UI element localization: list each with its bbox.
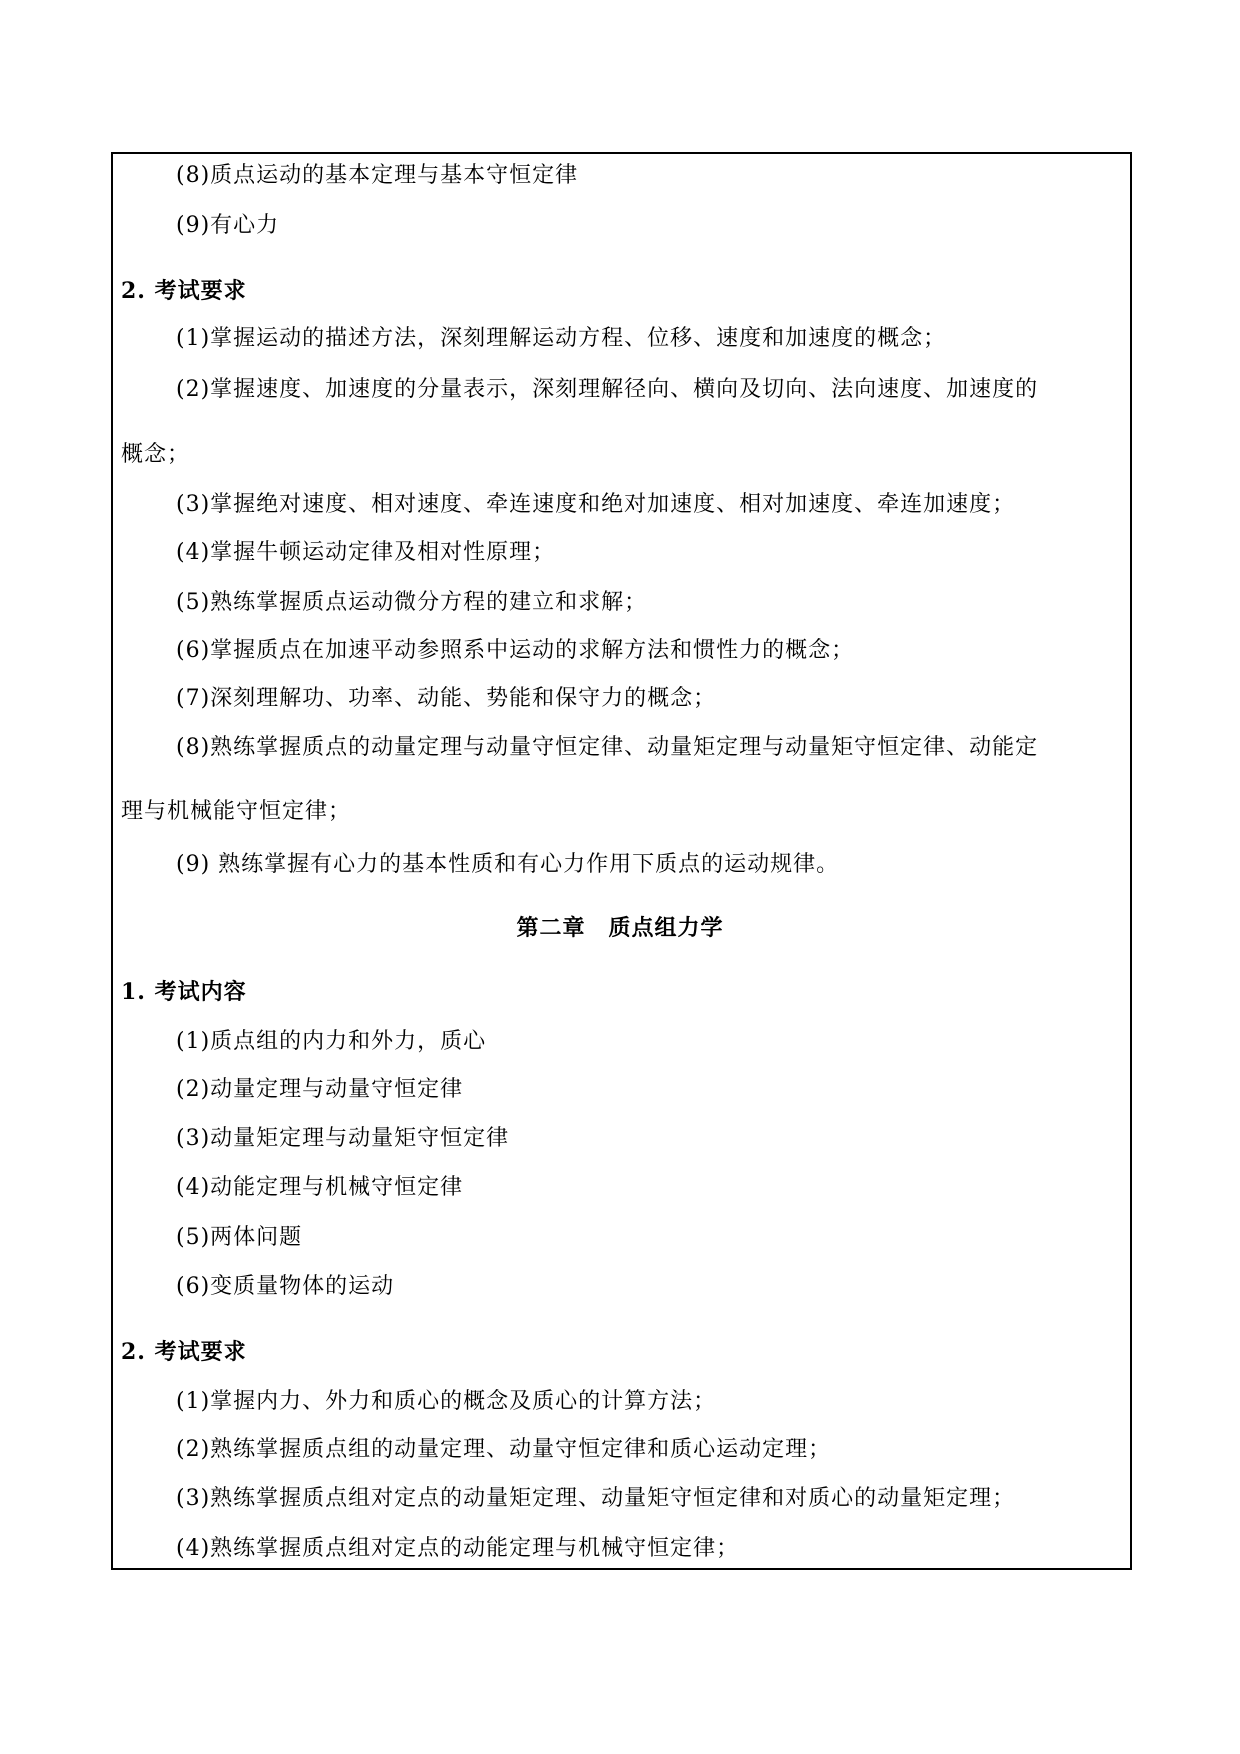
content-item: (5)两体问题 <box>176 1225 303 1250</box>
requirement-item: (1)掌握内力、外力和质心的概念及质心的计算方法； <box>176 1389 717 1414</box>
requirement-item: (3)掌握绝对速度、相对速度、牵连速度和绝对加速度、相对加速度、牵连加速度； <box>176 492 1016 517</box>
requirement-item: (9) 熟练掌握有心力的基本性质和有心力作用下质点的运动规律。 <box>176 852 840 877</box>
content-item: (1)质点组的内力和外力，质心 <box>176 1029 487 1054</box>
requirement-item-continued: 理与机械能守恒定律； <box>121 799 352 824</box>
content-item: (8)质点运动的基本定理与基本守恒定律 <box>176 163 579 188</box>
section-heading: 2. 考试要求 <box>121 1339 247 1365</box>
requirement-item: (3)熟练掌握质点组对定点的动量矩定理、动量矩守恒定律和对质心的动量矩定理； <box>176 1486 1016 1511</box>
requirement-item: (4)熟练掌握质点组对定点的动能定理与机械守恒定律； <box>176 1536 740 1561</box>
section-heading: 1. 考试内容 <box>121 979 247 1005</box>
content-item: (3)动量矩定理与动量矩守恒定律 <box>176 1126 510 1151</box>
requirement-item: (6)掌握质点在加速平动参照系中运动的求解方法和惯性力的概念； <box>176 638 855 663</box>
requirement-item: (2)熟练掌握质点组的动量定理、动量守恒定律和质心运动定理； <box>176 1437 832 1462</box>
content-item: (6)变质量物体的运动 <box>176 1274 395 1299</box>
content-item: (9)有心力 <box>176 213 280 238</box>
requirement-item: (2)掌握速度、加速度的分量表示，深刻理解径向、横向及切向、法向速度、加速度的 <box>176 377 1039 402</box>
content-item: (4)动能定理与机械守恒定律 <box>176 1175 464 1200</box>
requirement-item: (5)熟练掌握质点运动微分方程的建立和求解； <box>176 590 648 615</box>
chapter-title: 第二章 质点组力学 <box>516 915 724 941</box>
section-heading: 2. 考试要求 <box>121 278 247 304</box>
content-item: (2)动量定理与动量守恒定律 <box>176 1077 464 1102</box>
requirement-item: (4)掌握牛顿运动定律及相对性原理； <box>176 540 556 565</box>
requirement-item: (7)深刻理解功、功率、动能、势能和保守力的概念； <box>176 686 717 711</box>
requirement-item: (1)掌握运动的描述方法，深刻理解运动方程、位移、速度和加速度的概念； <box>176 326 947 351</box>
requirement-item: (8)熟练掌握质点的动量定理与动量守恒定律、动量矩定理与动量矩守恒定律、动能定 <box>176 735 1039 760</box>
requirement-item-continued: 概念； <box>121 442 191 467</box>
